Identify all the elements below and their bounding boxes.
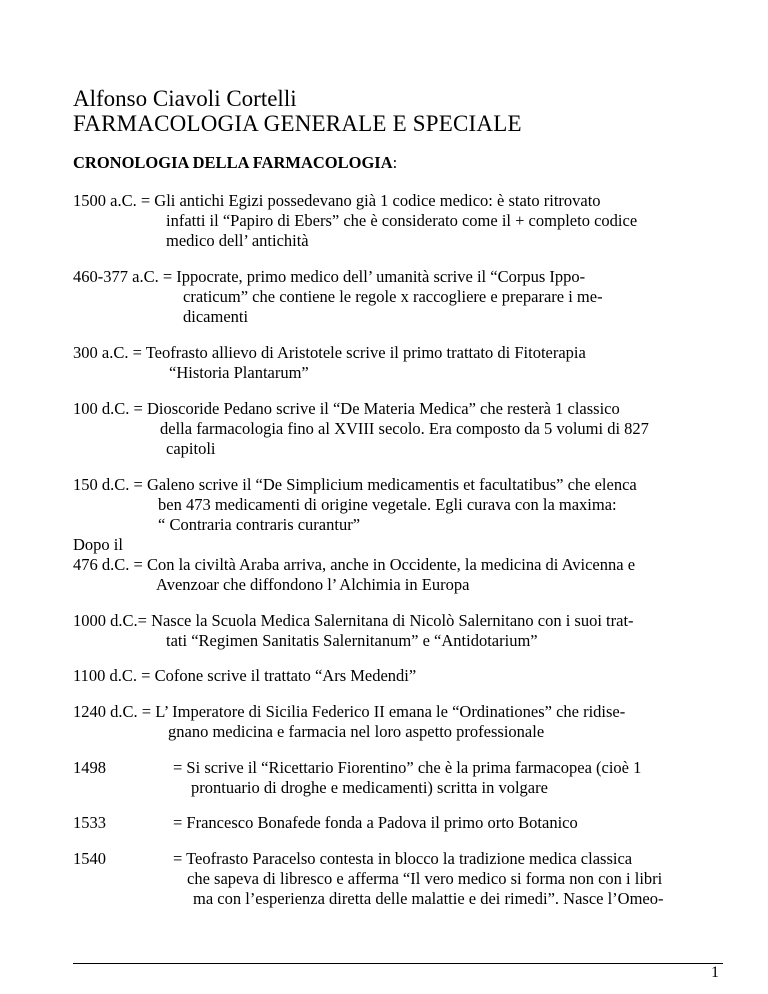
entry-text-line: = Teofrasto allievo di Aristotele scrive il primo trattato di Fitoterapia (128, 343, 586, 362)
entry-date: 1533 (73, 813, 106, 832)
timeline-entry (73, 611, 713, 651)
entry-text-line: = Ippocrate, primo medico dell’ umanità scrive il “Corpus Ippo- (158, 267, 586, 286)
entry-text-line: “Historia Plantarum” (169, 363, 309, 382)
entry-text-line: dicamenti (183, 307, 249, 326)
entry-text-line: Avenzoar che diffondono l’ Alchimia in Europa (156, 575, 470, 594)
entry-date: 100 d.C. (73, 399, 130, 418)
entry-date: 300 a.C. (73, 343, 129, 362)
timeline-entry (73, 813, 713, 833)
entry-date: 1498 (73, 758, 106, 777)
entry-text-line: = Gli antichi Egizi possedevano già 1 codice medico: è stato ritrovato (136, 191, 601, 210)
entry-text-line: = L’ Imperatore di Sicilia Federico II emana le “Ordinationes” che ridise- (137, 702, 626, 721)
entry-date: 1500 a.C. (73, 191, 137, 210)
entry-text-line: capitoli (166, 439, 216, 458)
entry-text-line: = Francesco Bonafede fonda a Padova il primo orto Botanico (173, 813, 578, 832)
timeline-entry (73, 191, 713, 251)
entry-text-line: gnano medicina e farmacia nel loro aspetto professionale (168, 722, 545, 741)
footer-rule (73, 963, 723, 964)
entry-text-line: = Cofone scrive il trattato “Ars Medendi” (137, 666, 417, 685)
entry-text-line: “ Contraria contraris curantur” (158, 515, 361, 534)
timeline-entry (73, 849, 713, 909)
entry-text-line: craticum” che contiene le regole x raccogliere e preparare i me- (183, 287, 603, 306)
entry-text-line: = Teofrasto Paracelso contesta in blocco la tradizione medica classica (173, 849, 633, 868)
entry-text-line: medico dell’ antichità (166, 231, 309, 250)
entry-date: 1000 d.C. (73, 611, 138, 630)
section-heading-text: CRONOLOGIA DELLA FARMACOLOGIA (73, 153, 393, 172)
entry-text-line: = Nasce la Scuola Medica Salernitana di Nicolò Salernitano con i suoi trat- (137, 611, 634, 630)
timeline-entry (73, 399, 713, 459)
entry-text-line: = Dioscoride Pedano scrive il “De Materia Medica” che resterà 1 classico (129, 399, 620, 418)
entry-text-line: ben 473 medicamenti di origine vegetale. Egli curava con la maxima: (158, 495, 617, 514)
timeline-entry (73, 535, 713, 595)
entry-date: 1240 d.C. (73, 702, 138, 721)
entry-text-line: prontuario di droghe e medicamenti) scritta in volgare (191, 778, 548, 797)
section-heading-colon: : (392, 153, 398, 172)
entry-text-line: della farmacologia fino al XVIII secolo. Era composto da 5 volumi di 827 (160, 419, 649, 438)
entry-text-line: infatti il “Papiro di Ebers” che è considerato come il + completo codice (166, 211, 638, 230)
timeline-entry (73, 702, 713, 742)
timeline-entry (73, 666, 713, 686)
author-name: Alfonso Ciavoli Cortelli (73, 86, 297, 111)
entry-date: 1540 (73, 849, 106, 868)
timeline-entry (73, 343, 713, 383)
entry-prefix: Dopo il (73, 535, 123, 554)
entry-date: 476 d.C. (73, 555, 130, 574)
timeline-entry (73, 475, 713, 535)
page-number: 1 (711, 964, 719, 981)
entry-text-line: che sapeva di libresco e afferma “Il vero medico si forma non con i libri (187, 869, 663, 888)
entry-text-line: ma con l’esperienza diretta delle malattie e dei rimedi”. Nasce l’Omeo- (193, 889, 664, 908)
entry-text-line: = Galeno scrive il “De Simplicium medicamentis et facultatibus” che elenca (129, 475, 637, 494)
entry-date: 460-377 a.C. (73, 267, 159, 286)
entry-text-line: = Si scrive il “Ricettario Fiorentino” che è la prima farmacopea (cioè 1 (173, 758, 642, 777)
document-title: FARMACOLOGIA GENERALE E SPECIALE (73, 111, 522, 136)
timeline-entry (73, 267, 713, 327)
entry-date: 150 d.C. (73, 475, 130, 494)
timeline-entry (73, 758, 713, 798)
entry-text-line: tati “Regimen Sanitatis Salernitanum” e “Antidotarium” (166, 631, 538, 650)
entry-date: 1100 d.C. (73, 666, 138, 685)
section-heading (73, 153, 397, 173)
entry-text-line: = Con la civiltà Araba arriva, anche in Occidente, la medicina di Avicenna e (129, 555, 636, 574)
